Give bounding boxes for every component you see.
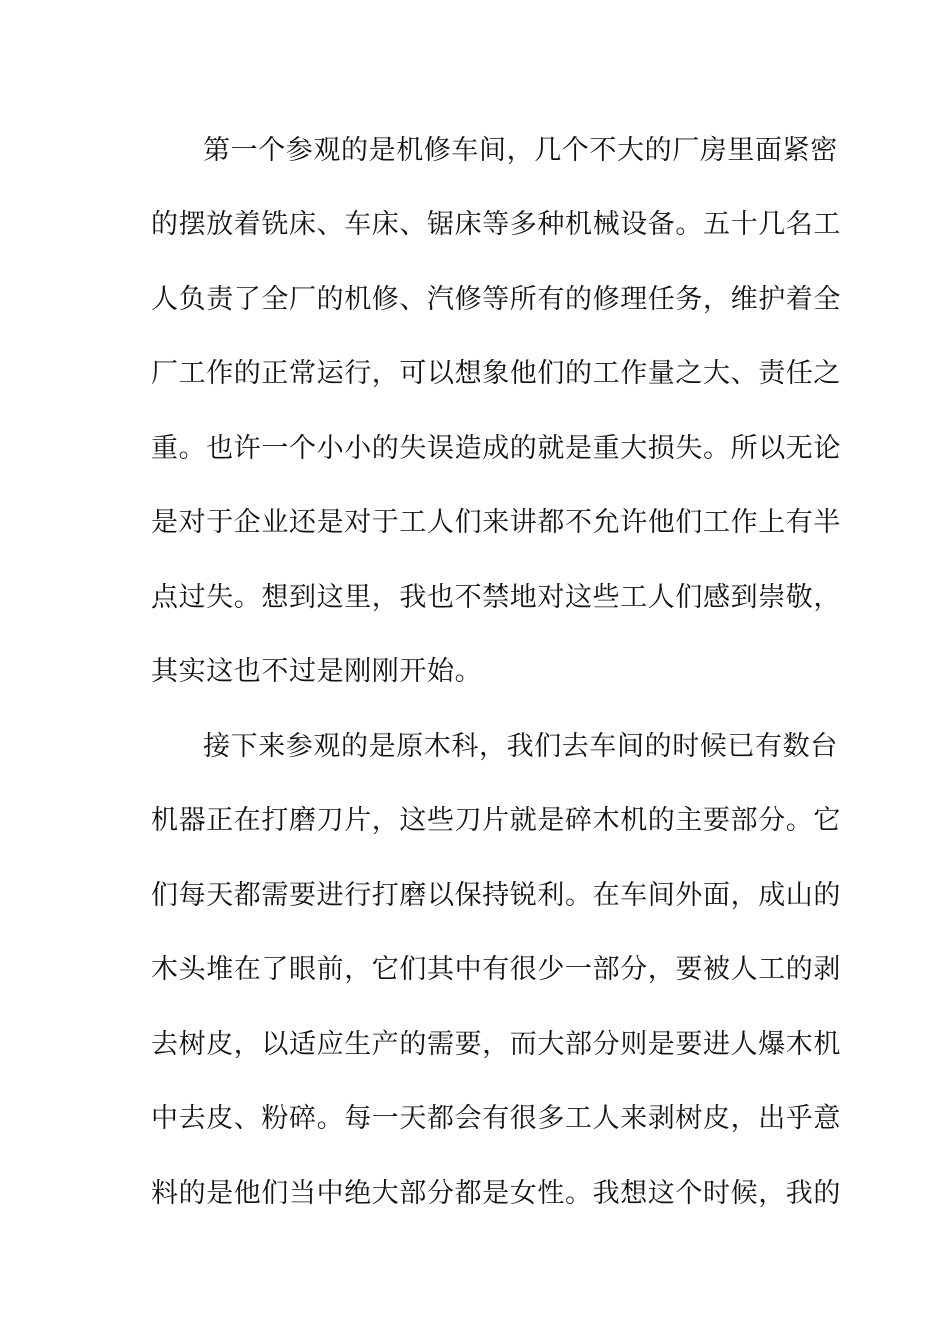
text-line: 厂工作的正常运行，可以想象他们的工作量之大、责任之 [151,358,841,389]
text-line: 料的是他们当中绝大部分都是女性。我想这个时候，我的 [151,1178,841,1209]
text-line: 其实这也不过是刚刚开始。 [151,656,483,687]
text-line: 们每天都需要进行打磨以保持锐利。在车间外面，成山的 [151,880,841,911]
text-line: 接下来参观的是原木科，我们去车间的时候已有数台 [203,731,838,762]
text-line: 是对于企业还是对于工人们来讲都不允许他们工作上有半 [151,507,841,538]
text-line: 木头堆在了眼前，它们其中有很少一部分，要被人工的剥 [151,954,841,985]
text-line: 去树皮，以适应生产的需要，而大部分则是要进人爆木机 [151,1029,841,1060]
text-line: 重。也许一个小小的失误造成的就是重大损失。所以无论 [151,433,841,464]
text-line: 点过失。想到这里，我也不禁地对这些工人们感到崇敬， [151,582,841,613]
text-line: 人负责了全厂的机修、汽修等所有的修理任务，维护着全 [151,284,841,315]
text-line: 机器正在打磨刀片，这些刀片就是碎木机的主要部分。它 [151,805,841,836]
text-line: 的摆放着铣床、车床、锯床等多种机械设备。五十几名工 [151,209,841,240]
text-line: 中去皮、粉碎。每一天都会有很多工人来剥树皮，出乎意 [151,1103,841,1134]
text-line: 第一个参观的是机修车间，几个不大的厂房里面紧密 [203,135,838,166]
